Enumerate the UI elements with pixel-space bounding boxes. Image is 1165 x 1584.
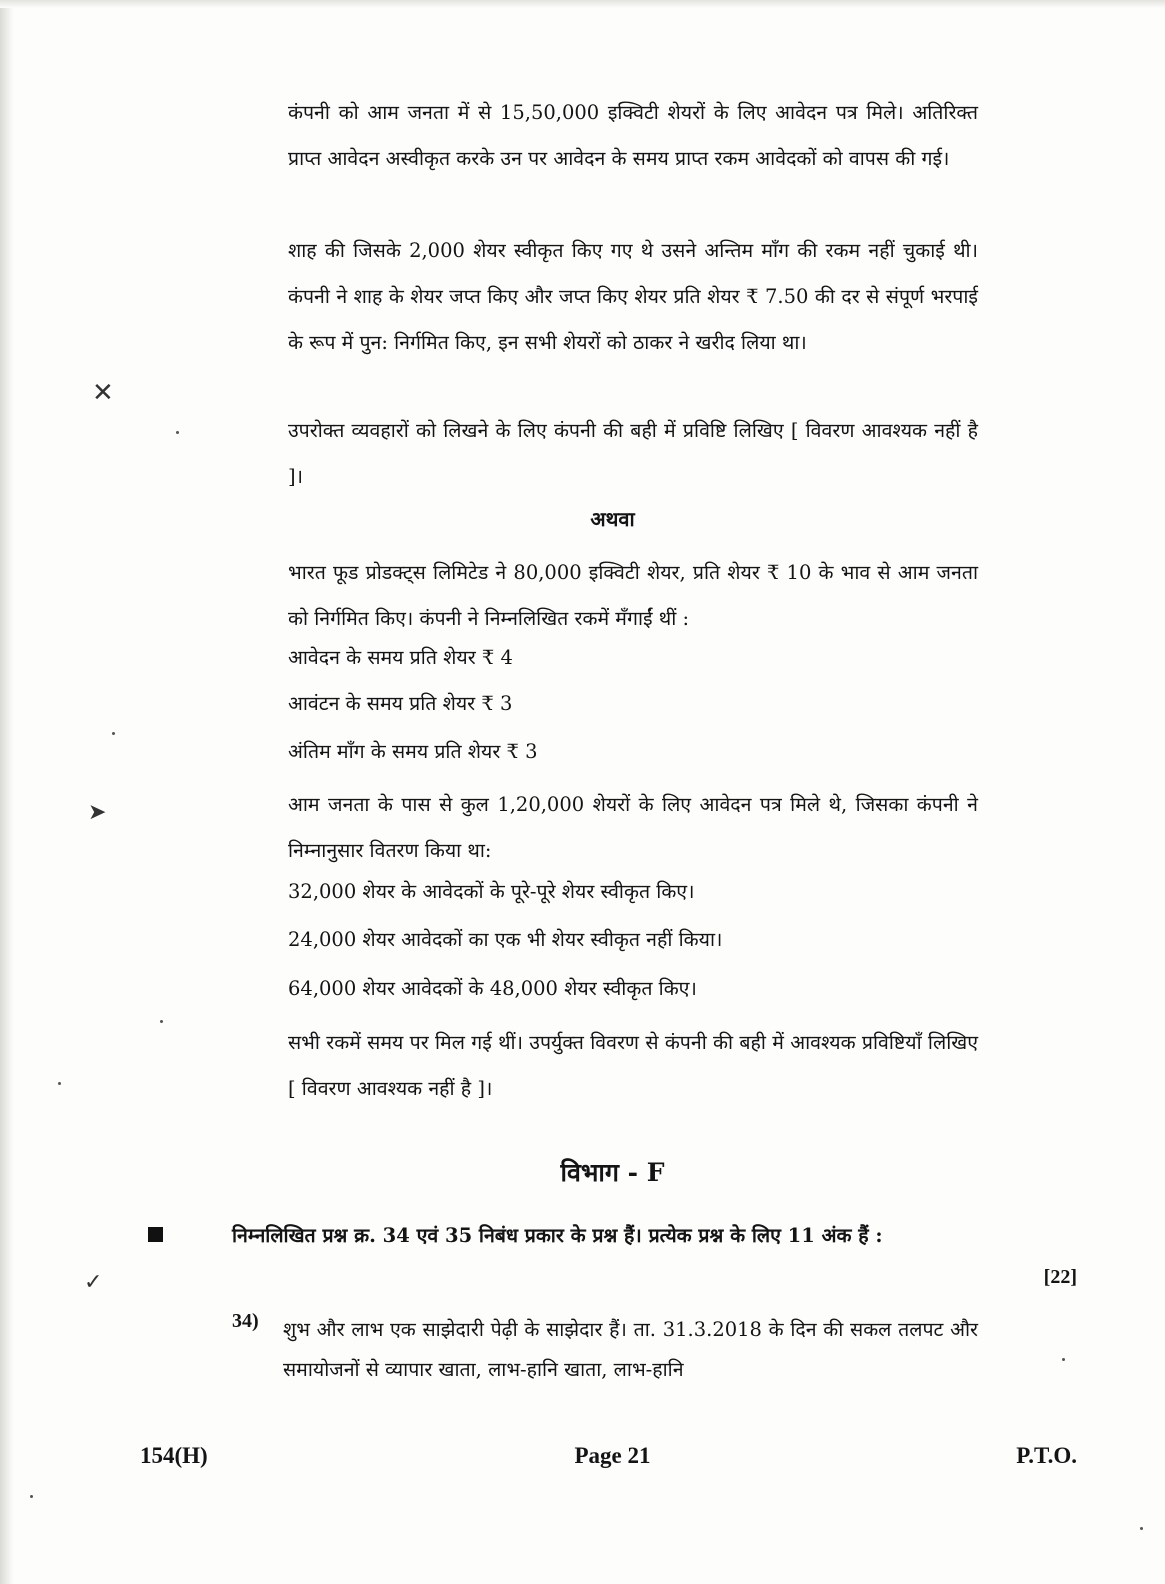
call-final: अंतिम माँग के समय प्रति शेयर ₹ 3 — [288, 740, 538, 763]
paragraph-forfeiture: शाह की जिसके 2,000 शेयर स्वीकृत किए गए थे उसने अन्तिम माँग की रकम नहीं चुकाई थी। कंपनी ने शाह के शेयर जप्त किए और जप्त किए शेयर प्रति शेयर ₹ 7.50 की दर से संपूर्ण भरपाई के रूप में पुन: निर्गमित किए, इन सभी शेयरों को ठाकर ने खरीद लिया था। — [288, 239, 978, 354]
question-number: 34) — [232, 1310, 259, 1332]
footer-pto: P.T.O. — [1016, 1443, 1077, 1468]
paragraph-applications: कंपनी को आम जनता में से 15,50,000 इक्विटी शेयरों के लिए आवेदन पत्र मिले। अतिरिक्त प्राप्त आवेदन अस्वीकृत करके उन पर आवेदन के समय प्राप्त रकम आवेदकों को वापस की गई। — [288, 101, 978, 170]
alt-applications: आम जनता के पास से कुल 1,20,000 शेयरों के लिए आवेदन पत्र मिले थे, जिसका कंपनी ने निम्नानुसार वितरण किया था: — [288, 793, 978, 862]
scan-speck — [176, 431, 179, 434]
allocation-2: 24,000 शेयर आवेदकों का एक भी शेयर स्वीकृत नहीं किया। — [288, 928, 723, 951]
question-text: शुभ और लाभ एक साझेदारी पेढ़ी के साझेदार हैं। ता. 31.3.2018 के दिन की सकल तलपट और समायोजनों से व्यापार खाता, लाभ-हानि खाता, लाभ-हानि — [283, 1318, 978, 1381]
allocation-1: 32,000 शेयर के आवेदकों के पूरे-पूरे शेयर स्वीकृत किए। — [288, 880, 695, 903]
or-heading: अथवा — [590, 507, 635, 531]
square-bullet-icon — [148, 1227, 163, 1242]
scan-speck — [30, 1495, 33, 1498]
scan-speck — [112, 732, 115, 735]
alt-intro: भारत फूड प्रोडक्ट्स लिमिटेड ने 80,000 इक्विटी शेयर, प्रति शेयर ₹ 10 के भाव से आम जनता को निर्गमित किए। कंपनी ने निम्नलिखित रकमें मँगाईं थीं : — [288, 561, 978, 630]
section-heading: विभाग - F — [560, 1158, 665, 1187]
alt-closing: सभी रकमें समय पर मिल गई थीं। उपर्युक्त विवरण से कंपनी की बही में आवश्यक प्रविष्टियाँ लिखिए [ विवरण आवश्यक नहीं है ]। — [288, 1031, 978, 1100]
footer-page-number: Page 21 — [574, 1443, 651, 1468]
paragraph-instruction: उपरोक्त व्यवहारों को लिखने के लिए कंपनी की बही में प्रविष्टि लिखिए [ विवरण आवश्यक नहीं है ]। — [288, 419, 978, 488]
scan-speck — [160, 1020, 163, 1023]
footer-paper-code: 154(H) — [140, 1443, 208, 1468]
scan-mark-icon: ✓ — [84, 1270, 103, 1295]
scan-mark-icon: ➤ — [88, 800, 107, 825]
scan-speck — [58, 1082, 61, 1085]
section-marks: [22] — [1043, 1266, 1077, 1288]
scan-edge-top — [0, 0, 1165, 8]
allocation-3: 64,000 शेयर आवेदकों के 48,000 शेयर स्वीकृत किए। — [288, 977, 697, 1000]
scan-speck — [1062, 1358, 1065, 1361]
scan-edge-left — [0, 0, 14, 1584]
call-allotment: आवंटन के समय प्रति शेयर ₹ 3 — [288, 692, 513, 715]
scan-speck — [1140, 1527, 1143, 1530]
call-application: आवेदन के समय प्रति शेयर ₹ 4 — [288, 646, 513, 669]
scan-mark-icon: ✕ — [92, 378, 114, 408]
section-instruction: निम्नलिखित प्रश्न क्र. 34 एवं 35 निबंध प्रकार के प्रश्न हैं। प्रत्येक प्रश्न के लिए 11 अंक हैं : — [232, 1224, 883, 1247]
